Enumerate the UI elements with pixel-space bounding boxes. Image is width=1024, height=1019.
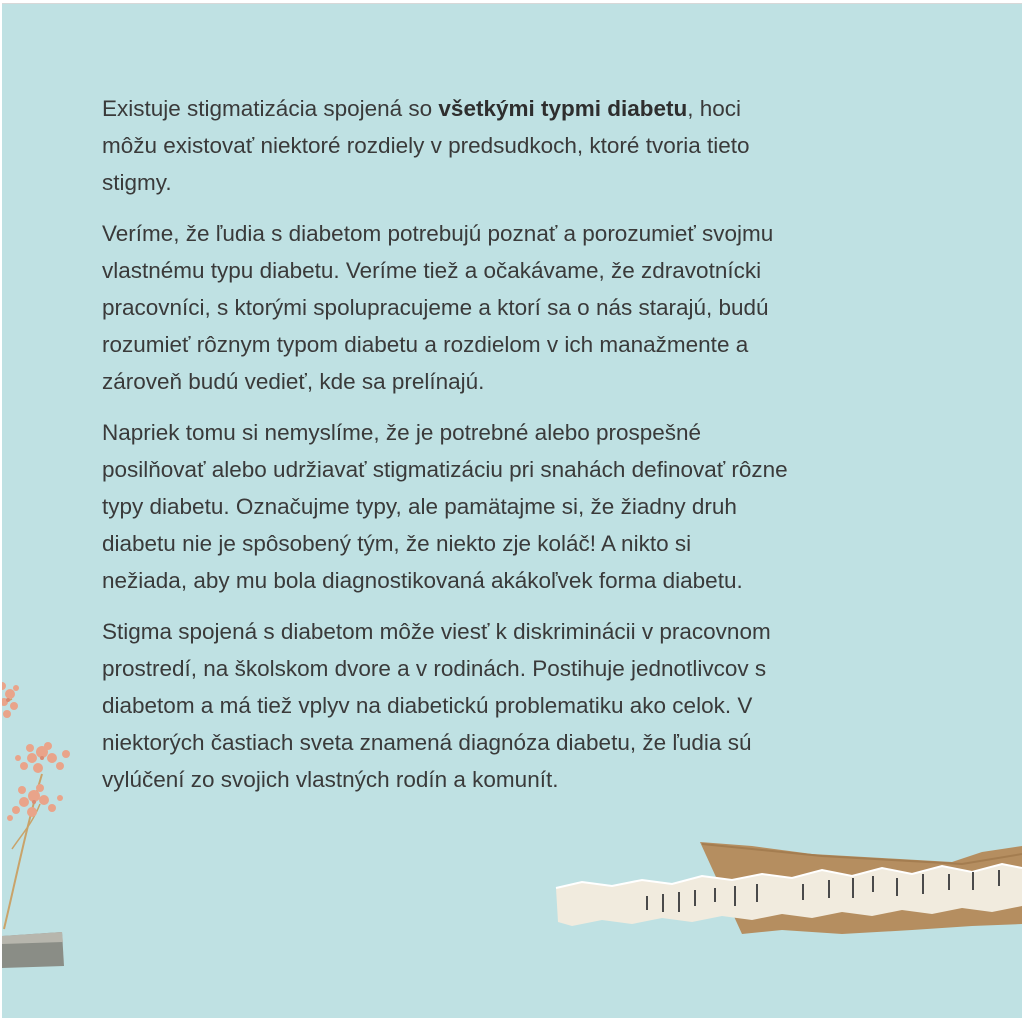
text-line: diabetu nie je spôsobený tým, že niekto zje koláč! A nikto si — [102, 531, 692, 556]
text-line: môžu existovať niektoré rozdiely v predsudkoch, ktoré tvoria tieto — [102, 133, 750, 158]
paragraph-4 — [102, 613, 952, 798]
text-line: typy diabetu. Označujme typy, ale pamätajme si, že žiadny druh — [102, 494, 737, 519]
text-line: rozumieť rôznym typom diabetu a rozdielom v ich manažmente a — [102, 332, 749, 357]
text-segment: Existuje stigmatizácia spojená so — [102, 96, 439, 121]
body-text — [102, 90, 952, 812]
text-line: posilňovať alebo udržiavať stigmatizáciu pri snahách definovať rôzne — [102, 457, 788, 482]
text-line: zároveň budú vedieť, kde sa prelínajú. — [102, 369, 485, 394]
text-line: Veríme, že ľudia s diabetom potrebujú poznať a porozumieť svojmu — [102, 221, 774, 246]
text-line: pracovníci, s ktorými spolupracujeme a ktorí sa o nás starajú, budú — [102, 295, 769, 320]
text-line: stigmy. — [102, 170, 172, 195]
text-line: diabetom a má tiež vplyv na diabetickú problematiku ako celok. V — [102, 693, 753, 718]
text-line — [102, 90, 952, 127]
paragraph-1 — [102, 90, 952, 201]
text-line: vylúčení zo svojich vlastných rodín a komunít. — [102, 767, 559, 792]
text-line: prostredí, na školskom dvore a v rodinách. Postihuje jednotlivcov s — [102, 656, 767, 681]
text-line: nežiada, aby mu bola diagnostikovaná akákoľvek forma diabetu. — [102, 568, 743, 593]
torn-book-paper-strip — [552, 834, 1022, 944]
text-line: vlastnému typu diabetu. Veríme tiež a očakávame, že zdravotnícki — [102, 258, 762, 283]
text-line: Stigma spojená s diabetom môže viesť k diskriminácii v pracovnom — [102, 619, 771, 644]
paragraph-3 — [102, 414, 952, 599]
paragraph-2 — [102, 215, 952, 400]
text-segment: , hoci — [687, 96, 742, 121]
document-page — [2, 3, 1022, 1018]
bold-phrase: všetkými typmi diabetu — [438, 96, 688, 121]
text-line: Napriek tomu si nemyslíme, že je potrebné alebo prospešné — [102, 420, 702, 445]
text-line: niektorých častiach sveta znamená diagnóza diabetu, že ľudia sú — [102, 730, 752, 755]
pressed-flower-illustration — [2, 674, 92, 974]
